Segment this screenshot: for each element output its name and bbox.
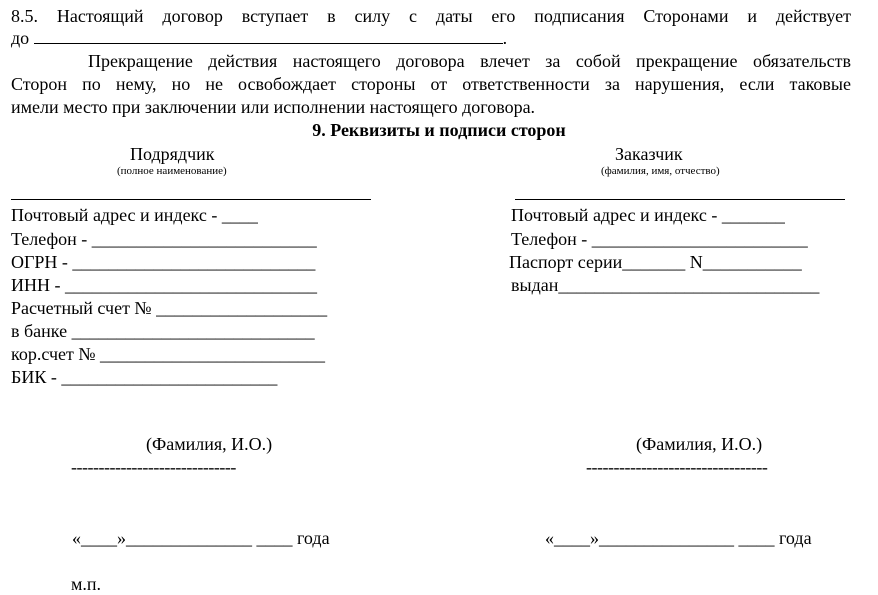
contractor-inn: ИНН - ____________________________ (11, 275, 317, 295)
clause-8-5-suffix: . (502, 28, 508, 48)
customer-heading: Заказчик (615, 144, 683, 164)
contractor-subheading: (полное наименование) (117, 165, 227, 177)
contractor-heading: Подрядчик (130, 144, 215, 164)
end-date-blank (34, 27, 503, 44)
customer-fio-label: (Фамилия, И.О.) (636, 434, 763, 454)
contractor-signature-dashes: ------------------------------ (71, 457, 236, 477)
customer-postal: Почтовый адрес и индекс - _______ (511, 205, 785, 225)
contractor-corr-account: кор.счет № _________________________ (11, 344, 326, 364)
customer-passport: Паспорт серии_______ N___________ (509, 252, 802, 272)
contractor-name-line (11, 199, 371, 200)
contractor-bik: БИК - ________________________ (11, 367, 278, 387)
customer-date: «____»_______________ ____ года (545, 528, 812, 548)
termination-line1: Прекращение действия настоящего договора влечет за собой прекращение обязательств (88, 51, 851, 71)
customer-signature-dashes: --------------------------------- (586, 457, 768, 477)
contractor-fio-label: (Фамилия, И.О.) (146, 434, 273, 454)
contractor-ogrn: ОГРН - ___________________________ (11, 252, 316, 272)
termination-line2: Сторон по нему, но не освобождает стороны от ответственности за нарушения, если таковые (11, 74, 851, 94)
customer-name-line (515, 199, 845, 200)
stamp-label: м.п. (71, 574, 102, 594)
contractor-date: «____»______________ ____ года (72, 528, 330, 548)
customer-phone: Телефон - ________________________ (511, 229, 808, 249)
contractor-account: Расчетный счет № ___________________ (11, 298, 328, 318)
contractor-postal: Почтовый адрес и индекс - ____ (11, 205, 258, 225)
clause-8-5-line1: 8.5. Настоящий договор вступает в силу с даты его подписания Сторонами и действует (11, 6, 851, 26)
clause-8-5-prefix: до (11, 28, 30, 48)
contractor-phone: Телефон - _________________________ (11, 229, 317, 249)
clause-8-5-line2 (11, 27, 507, 49)
termination-line3: имели место при заключении или исполнении настоящего договора. (11, 97, 536, 117)
contractor-bank: в банке ___________________________ (11, 321, 315, 341)
customer-issued: выдан_____________________________ (511, 275, 820, 295)
section-title: 9. Реквизиты и подписи сторон (312, 120, 566, 140)
customer-subheading: (фамилия, имя, отчество) (601, 165, 720, 177)
